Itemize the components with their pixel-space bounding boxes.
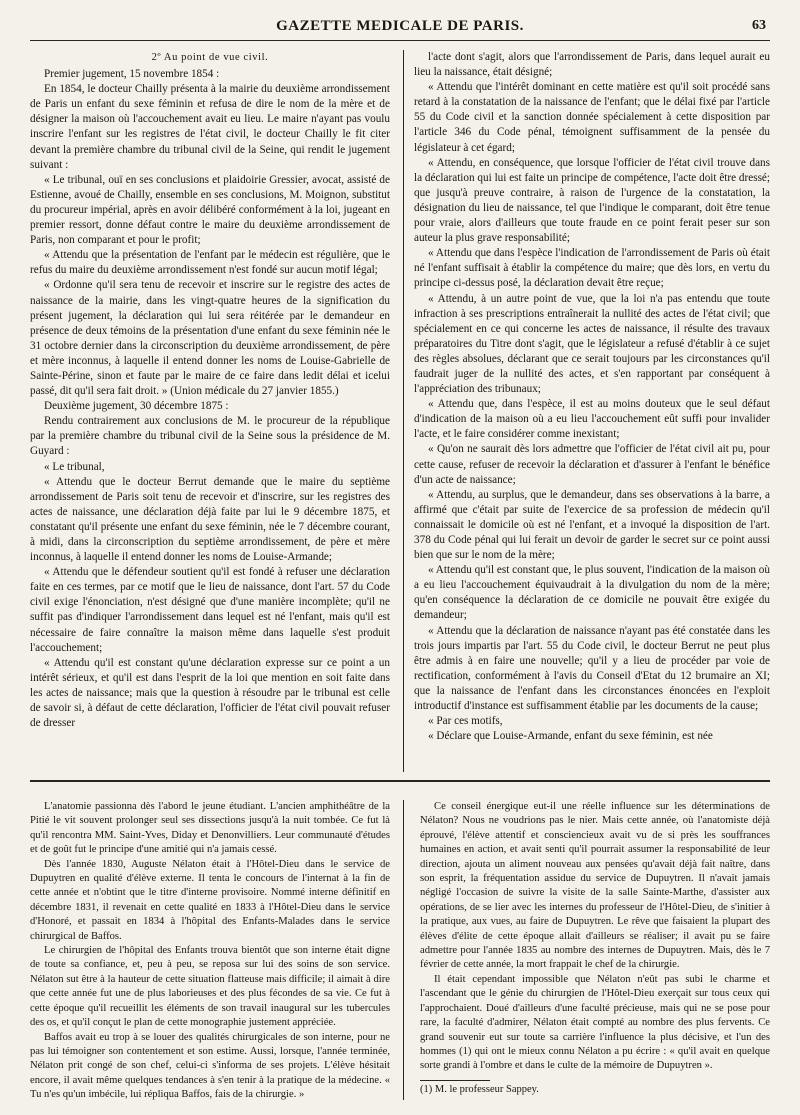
paragraph: « Attendu que la présentation de l'enfant par le médecin est régulière, que le refus du maire du deuxième arrondissement n'est fondé sur aucun motif légal; <box>30 249 390 277</box>
upper-left-column <box>30 50 390 772</box>
column-divider <box>403 50 404 772</box>
paragraph: Deuxième jugement, 30 décembre 1875 : <box>44 400 229 413</box>
paragraph: « Attendu, en conséquence, que lorsque l'officier de l'état civil trouve dans la déclaration qui lui est faite un principe de compétence, l'acte doit être dressé; que jusqu'à preuve contraire, à raison de l'urgence de la constatation, la désignation du lieu de naissance, tel que l'indique le comparant, doit être tenue pour vraie, alors d'ailleurs que toute fraude en ce point ferait peser sur son auteur la plus grave responsabilité; <box>414 156 770 245</box>
footnote-rule <box>420 1080 490 1081</box>
paragraph: « Attendu qu'il est constant que, le plus souvent, l'indication de la maison où a eu lieu l'accouchement équivaudrait à la divulgation du nom de la mère; qu'en conséquence la déclaration de ce domicile ne pouvait être exigée du demandeur; <box>414 564 770 622</box>
paragraph: « Attendu que l'intérêt dominant en cette matière est qu'il soit procédé sans retard à la constatation de la naissance de l'enfant; que le délai fixé par l'article 55 du Code civil et la sanction donnée spécialement à cette disposition par l'article 346 du Code pénal, témoignent suffisamment de la pensée du législateur à cet égard; <box>414 81 770 154</box>
paragraph: Rendu contrairement aux conclusions de M. le procureur de la république par la première chambre du tribunal civil de la Seine sous la présidence de M. Guyard : <box>30 415 390 458</box>
paragraph: « Attendu que la déclaration de naissance n'ayant pas été constatée dans les trois jours impartis par l'art. 55 du Code civil, le docteur Berrut ne peut plus être admis à en faire une nouvelle; qu'il y a lieu de procéder par voie de rectification, conformément à l'avis du Conseil d'Etat du 12 brumaire an XI; que la naissance de l'enfant dans les circonstances énoncées en l'exploit introductif d'instance est suffisamment établie par les documents de la cause; <box>414 624 770 713</box>
paragraph: « Attendu, au surplus, que le demandeur, dans ses observations à la barre, a affirmé que c'était par suite de l'exercice de sa profession de médecin qu'il connaissait le domicile où est né l'enfant, et a invoqué la disposition de l'art. 378 du Code pénal qui lui ferait un devoir de garder le secret sur ce point aussi bien que sur le nom de la mère; <box>414 488 770 562</box>
paragraph: En 1854, le docteur Chailly présenta à la mairie du deuxième arrondissement de Paris un enfant du sexe féminin et refusa de dire le nom de la mère et de désigner la maison où l'accouchement avait eu lieu. Le maire n'ayant pas voulu inscrire l'enfant sur les registres de l'état civil, le docteur Chailly le fit citer devant la première chambre du tribunal civil de la Seine, qui rendit le jugement suivant : <box>30 83 390 171</box>
footnote: (1) M. le professeur Sappey. <box>420 1084 539 1095</box>
paragraph: Le chirurgien de l'hôpital des Enfants trouva bientôt que son interne était digne de toute sa confiance, et, peu à peu, se reposa sur lui des soins de son service. Nélaton sut être à la hauteur de cette situation flatteuse mais difficile; il aimait à dire que cette année fut une de plus laborieuses et des plus fécondes de sa vie. Ce fut à cette époque qu'il recueillit les éléments de son travail inaugural sur les tubercules des os, et qu'il conçut le plan de cette monographie justement appréciée. <box>30 945 390 1029</box>
paragraph: « Attendu que le docteur Berrut demande que le maire du septième arrondissement de Paris soit tenu de recevoir et d'inscrire, sur les registres des actes de naissance, une déclaration déjà faite par lui le 9 décembre 1875, et constatant qu'il présente une enfant du sexe féminin, née le 7 décembre courant, à midi, dans la circonscription du septième arrondissement, de père et mère inconnus, à laquelle il entend donner les noms de Louise-Armande; <box>30 475 390 564</box>
section-subtitle: 2º Au point de vue civil. <box>151 52 269 63</box>
paragraph: « Déclare que Louise-Armande, enfant du sexe féminin, est née <box>428 730 713 743</box>
paragraph: « Attendu que, dans l'espèce, il est au moins douteux que le seul défaut d'indication de la maison où a eu lieu l'accouchement eût suffi pour invalider l'acte, et le faire considérer comme inexistant; <box>414 398 770 441</box>
paragraph: « Attendu que dans l'espèce l'indication de l'arrondissement de Paris où était né l'enfant suffisait à établir la compétence du maire; que dès lors, en vertu du principe ci-dessus posé, la déclaration devait être reçue; <box>414 247 770 290</box>
paragraph: « Qu'on ne saurait dès lors admettre que l'officier de l'état civil ait pu, pour cette cause, refuser de recevoir la déclaration et d'assurer à l'enfant le bénéfice d'un acte de naissance; <box>414 443 770 486</box>
lower-right-column <box>420 800 770 1076</box>
paragraph: Dès l'année 1830, Auguste Nélaton était à l'Hôtel-Dieu dans le service de Dupuytren en qualité d'élève externe. Il tenta le concours de l'internat à la fin de cette année et n'obtint que le titre d'interne provisoire. Nommé interne définitif en décembre 1831, il revenait en cette qualité en 1833 à l'Hôtel-Dieu dans le service d'Honoré, et passait en 1834 à l'hôpital des Enfants-Malades dans le service chirurgical de Baffos. <box>30 858 390 942</box>
paragraph: « Attendu que le défendeur soutient qu'il est fondé à refuser une déclaration faite en ces termes, par ce motif que le lieu de naissance, dont l'art. 57 du Code civil exige l'énonciation, n'est désigné que d'une manière incomplète; qu'il ne suffit pas d'indiquer l'arrondissement dans lequel est né l'enfant, mais qu'il est nécessaire de faire connaître la maison même dans laquelle s'est produit l'accouchement; <box>30 566 390 654</box>
paragraph: L'anatomie passionna dès l'abord le jeune étudiant. L'ancien amphithéâtre de la Pitié le vit souvent prolonger seul ses dissections jusqu'à la nuit tombée. Ce fut là qu'il rencontra MM. Saint-Yves, Diday et Denonvilliers. Leur communauté d'études et de goût fut le principe d'une amitié qui n'a jamais cessé. <box>30 801 390 856</box>
paragraph: « Attendu qu'il est constant qu'une déclaration expresse sur ce point a un intérêt sérieux, et qu'il est dans l'esprit de la loi que mention en soit faite dans les actes de naissance; mais que la question à résoudre par le tribunal est celle de savoir si, à défaut de cette déclaration, l'officier de l'état civil pouvait refuser de dresser <box>30 656 390 730</box>
paragraph: l'acte dont s'agit, alors que l'arrondissement de Paris, dans lequel aurait eu lieu la naissance, était désigné; <box>414 51 770 79</box>
lower-left-column <box>30 800 390 1100</box>
section-divider <box>30 780 770 782</box>
journal-title: GAZETTE MEDICALE DE PARIS. <box>276 18 524 34</box>
paragraph: Il était cependant impossible que Nélaton n'eût pas subi le charme et l'ascendant que le génie du chirurgien de l'Hôtel-Dieu exerçait sur tous ceux qui l'approchaient. Doué d'ailleurs d'une faculté précieuse, mais qui ne se pose pour rare, la faculté d'admirer, Nélaton était compté au nombre des plus fervents. Ce grand souvenir eut sur toute sa carrière l'influence la plus décisive, et l'un des hommes (1) qui ont le mieux connu Nélaton a pu écrire : « qu'il avait en quelque sorte grandi à l'ombre et dans le culte de la mémoire de Dupuytren ». <box>420 973 770 1072</box>
paragraph: « Attendu, à un autre point de vue, que la loi n'a pas entendu que toute infraction à ses prescriptions entraînerait la nullité des actes de l'état civil; que spécialement en ce qui concerne les actes de naissance, il résulte des travaux préparatoires du Titre dont s'agit, que le législateur a refusé d'établir à ce sujet des règles absolues, déclarant que ce serait toujours par les circonstances qu'il faudrait juger de la nullité des actes, et s'en rapportant par conséquent à l'appréciation des tribunaux; <box>414 292 770 396</box>
upper-right-column <box>414 50 770 772</box>
paragraph: Ce conseil énergique eut-il une réelle influence sur les déterminations de Nélaton? Nous ne voudrions pas le nier. Mais cette année, où l'anatomiste déjà éprouvé, l'élève attentif et consciencieux avait vu de si près les souffrances humaines en action, et avait senti qu'il pourrait assumer la responsabilité de leur direction, ajouta un aliment nouveau aux pensées qu'avait déjà fait naître, dans son esprit, la fréquentation assidue du service de Dupuytren. Il n'avait jamais négligé l'occasion de suivre la visite de la salle Sainte-Marthe, d'assister aux opérations, de se lier avec les internes du professeur de l'Hôtel-Dieu, de s'initier à la pratique, aux vues, au faire de Dupuytren. Le rêve que faisaient la plupart des élèves d'élite de cette époque allait d'ailleurs se réaliser; il avait pu se faire admettre pour l'année 1835 au nombre des internes de Dupuytren. Mais, dès le 7 février de cette année, la mort frappait le chef de la chirurgie. <box>420 801 770 971</box>
paragraph: « Par ces motifs, <box>428 715 503 728</box>
paragraph: « Le tribunal, <box>44 460 105 473</box>
page-number: 63 <box>752 18 766 33</box>
column-divider-lower <box>403 800 404 1100</box>
paragraph: Baffos avait eu trop à se louer des qualités chirurgicales de son interne, pour ne pas lui témoigner son contentement et son estime. Aussi, lorsque, l'année terminée, Nélaton prit congé de son chef, celui-ci s'informa de ses projets. L'élève hésitait encore, il avait même quelques tendances à s'en tenir à la pratique de la médecine. « Tu n'es qu'un imbécile, lui répliqua Baffos, fais de la chirurgie. » <box>30 1031 390 1100</box>
page-header <box>30 14 770 41</box>
paragraph: Premier jugement, 15 novembre 1854 : <box>44 68 220 81</box>
paragraph: « Le tribunal, ouï en ses conclusions et plaidoirie Gressier, avocat, assisté de Estienne, avoué de Chailly, ensemble en ses conclusions, M. Moignon, substitut du procureur impérial, après en avoir délibéré conformément à la loi, jugeant en premier ressort, donne défaut contre le maire du deuxième arrondissement de Paris, non comparant et pour le profit; <box>30 173 390 247</box>
paragraph: « Ordonne qu'il sera tenu de recevoir et inscrire sur le registre des actes de naissance de la mairie, dans les vingt-quatre heures de la signification du présent jugement, la déclaration qui lui sera réitérée par le demandeur en présence de deux témoins de la présentation d'une enfant du sexe féminin née le 31 octobre dernier dans la circonscription du deuxième arrondissement, de père et mère inconnus, à laquelle il entend donner les noms de Louise-Gabrielle de Sainte-Périne, sinon et faute par le maire de ce faire dans ledit délai et icelui passé, dit qu'il sera fait droit. » (Union médicale du 27 janvier 1855.) <box>30 279 390 398</box>
